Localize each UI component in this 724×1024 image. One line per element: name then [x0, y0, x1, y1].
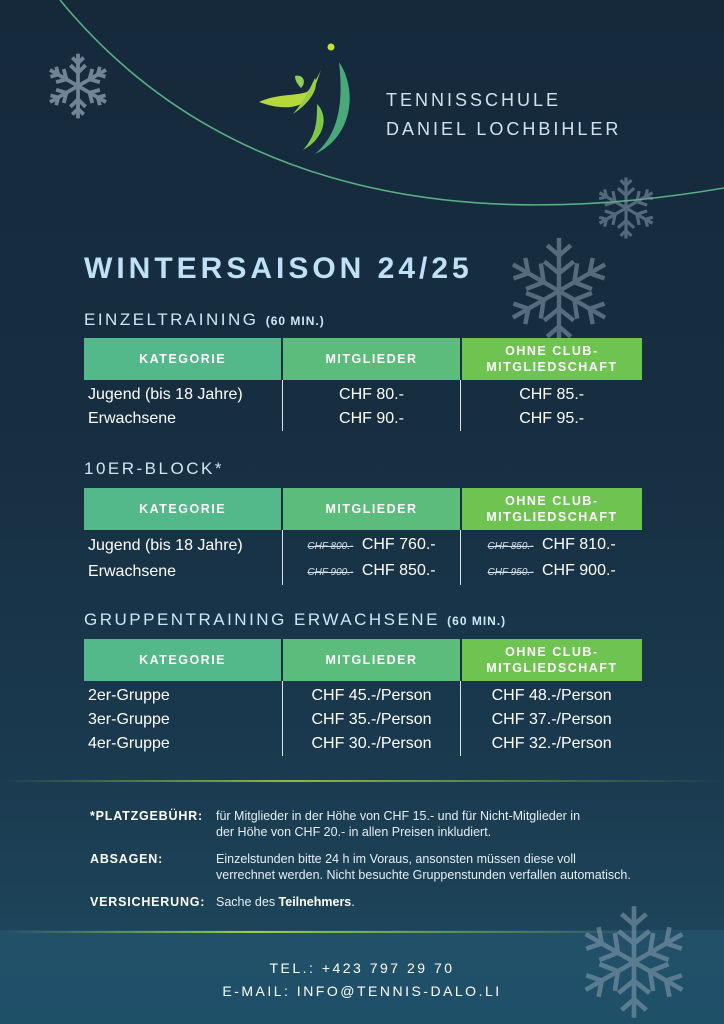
row-category: 3er-Gruppe	[88, 711, 170, 728]
header-ohne-club	[461, 488, 642, 530]
table-row	[84, 380, 642, 407]
terms-notes	[90, 808, 690, 921]
note-text-line: für Mitglieder in der Höhe von CHF 15.- und für Nicht-Mitglieder in	[216, 809, 581, 823]
note-absagen	[90, 851, 690, 883]
row-non-members-price	[461, 559, 642, 585]
old-price: CHF 900.-	[307, 567, 354, 578]
table-row	[84, 407, 642, 431]
note-versicherung	[90, 894, 690, 910]
brand-name	[386, 86, 621, 144]
note-text-part: Sache des	[216, 895, 279, 909]
new-price: CHF 810.-	[541, 536, 616, 553]
row-non-members-price: CHF 85.-	[519, 386, 585, 403]
note-label: VERSICHERUNG:	[90, 895, 206, 909]
season-title: WINTERSAISON 24/25	[84, 252, 473, 285]
row-members-price: CHF 45.-/Person	[282, 681, 461, 708]
header-ohne-club-line-2: MITGLIEDSCHAFT	[486, 661, 618, 675]
section-title-10er-block	[84, 459, 224, 479]
price-table-10er-block	[84, 488, 642, 585]
old-price: CHF 950.-	[487, 567, 534, 578]
old-price: CHF 800.-	[307, 541, 354, 552]
row-members-price: CHF 90.-	[282, 407, 461, 431]
row-non-members-price: CHF 48.-/Person	[491, 687, 612, 704]
row-category: 4er-Gruppe	[88, 735, 170, 752]
note-text-line: Einzelstunden bitte 24 h im Voraus, ansonsten müssen diese voll	[216, 852, 576, 866]
row-members-price: CHF 80.-	[282, 380, 461, 407]
header-ohne-club-line-1: OHNE CLUB-	[505, 494, 599, 508]
brand-line-2: DANIEL LOCHBIHLER	[386, 119, 622, 139]
note-label: ABSAGEN:	[90, 852, 164, 866]
contact-email[interactable]: E-MAIL: INFO@TENNIS-DALO.LI	[222, 983, 502, 999]
price-table-einzeltraining	[84, 338, 642, 431]
header-mitglieder: MITGLIEDER	[282, 338, 461, 380]
price-table-gruppentraining	[84, 639, 642, 756]
row-category: Jugend (bis 18 Jahre)	[88, 537, 243, 554]
contact-phone[interactable]: TEL.: +423 797 29 70	[269, 960, 455, 976]
note-text	[216, 851, 690, 883]
section-title-text: GRUPPENTRAINING ERWACHSENE	[84, 610, 440, 629]
row-category: Erwachsene	[88, 563, 177, 580]
header-ohne-club-line-2: MITGLIEDSCHAFT	[486, 510, 618, 524]
header-ohne-club-line-1: OHNE CLUB-	[505, 645, 599, 659]
section-title-text: EINZELTRAINING	[84, 310, 259, 329]
table-row	[84, 732, 642, 756]
footer-line	[0, 931, 724, 933]
table-row	[84, 708, 642, 732]
note-text	[216, 894, 690, 910]
row-non-members-price: CHF 37.-/Person	[491, 711, 612, 728]
section-title-einzeltraining	[84, 310, 325, 330]
row-non-members-price	[461, 530, 642, 559]
table-row	[84, 530, 642, 559]
note-text-end: .	[351, 895, 355, 909]
note-text-line: verrechnet werden. Nicht besuchte Gruppenstunden verfallen automatisch.	[216, 868, 631, 882]
divider-line	[0, 780, 724, 782]
table-row	[84, 559, 642, 585]
footer-band	[0, 930, 724, 1024]
new-price: CHF 850.-	[361, 562, 436, 579]
new-price: CHF 900.-	[541, 562, 616, 579]
note-text-line: der Höhe von CHF 20.- in allen Preisen inkludiert.	[216, 825, 492, 839]
tennis-player-logo-icon	[255, 42, 355, 160]
header-kategorie: KATEGORIE	[84, 338, 282, 380]
row-members-price	[282, 559, 461, 585]
note-text	[216, 808, 690, 840]
section-duration-note: (60 MIN.)	[265, 314, 325, 328]
note-platzgebuehr	[90, 808, 690, 840]
new-price: CHF 760.-	[361, 536, 436, 553]
note-label: *PLATZGEBÜHR:	[90, 809, 203, 823]
header-mitglieder: MITGLIEDER	[282, 488, 461, 530]
row-category: 2er-Gruppe	[88, 687, 170, 704]
section-title-text: 10ER-BLOCK*	[84, 459, 224, 478]
header-kategorie: KATEGORIE	[84, 639, 282, 681]
old-price: CHF 850.-	[487, 541, 534, 552]
table-row	[84, 681, 642, 708]
row-category: Erwachsene	[88, 410, 177, 427]
row-members-price	[282, 530, 461, 559]
brand-line-1: TENNISSCHULE	[386, 90, 562, 110]
header-ohne-club	[461, 338, 642, 380]
row-category: Jugend (bis 18 Jahre)	[88, 386, 243, 403]
row-non-members-price: CHF 32.-/Person	[491, 735, 612, 752]
header-kategorie: KATEGORIE	[84, 488, 282, 530]
section-duration-note: (60 MIN.)	[447, 614, 507, 628]
header-ohne-club	[461, 639, 642, 681]
row-members-price: CHF 30.-/Person	[282, 732, 461, 756]
header-mitglieder: MITGLIEDER	[282, 639, 461, 681]
row-members-price: CHF 35.-/Person	[282, 708, 461, 732]
header-ohne-club-line-1: OHNE CLUB-	[505, 344, 599, 358]
note-text-bold: Teilnehmers	[278, 895, 352, 909]
row-non-members-price: CHF 95.-	[519, 410, 585, 427]
section-title-gruppentraining	[84, 610, 506, 630]
header-ohne-club-line-2: MITGLIEDSCHAFT	[486, 360, 618, 374]
snowflake-icon	[500, 232, 618, 350]
